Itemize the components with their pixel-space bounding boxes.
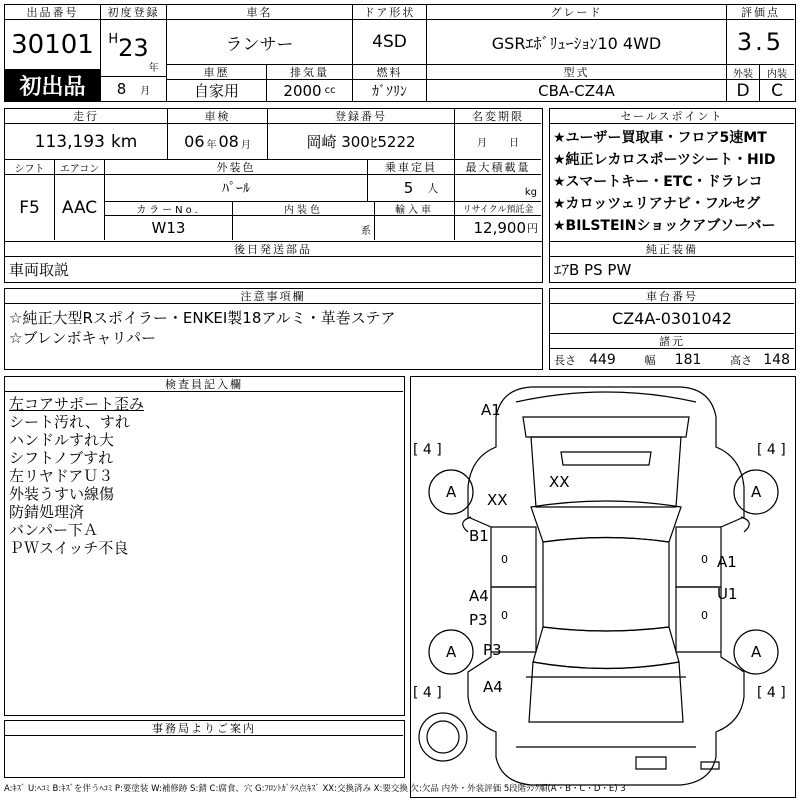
inspector-title: 検査員記入欄: [5, 377, 403, 392]
legend: A:ｷｽﾞ U:ﾍｺﾐ B:ｷｽﾞを伴うﾍｺﾐ P:要塗装 W:補修跡 S:錆 C:腐食、穴 G:ﾌﾛﾝﾄｶﾞﾗｽ点ｷｽﾞ XX:交換済み X:要交換 欠:欠品 内外・外装評価 5段階ﾗﾝｸ順(A・B・C・D・E) 3: [4, 784, 626, 794]
office-box: [4, 720, 405, 778]
length-value: 449: [589, 352, 616, 368]
reg-month-cell: [101, 77, 167, 101]
spare-tire-outer: [419, 713, 467, 761]
label-rear: A4: [483, 678, 503, 696]
ac-label: エアコン: [55, 160, 105, 175]
fuel-value: ｶﾞｿﾘﾝ: [353, 80, 427, 101]
inspector-item: シフトノブすれ: [9, 449, 114, 467]
length-group: [554, 349, 616, 368]
roof: [543, 538, 669, 632]
width-label: 幅: [644, 354, 656, 367]
label-tread-fr: [ 4 ]: [757, 442, 786, 458]
sales-item: ★スマートキー・ETC・ドラレコ: [553, 174, 763, 190]
right-mirror: [741, 517, 749, 532]
label-left-quarter: P3: [483, 641, 502, 659]
model-label: 型式: [427, 65, 727, 80]
displacement-label: 排気量: [267, 65, 353, 80]
reg-year-unit: 年: [148, 63, 159, 74]
color-no-value: W13: [105, 216, 233, 240]
detail-box: [4, 108, 543, 242]
label-tire-fl: A: [446, 483, 457, 501]
exhaust: [701, 762, 719, 769]
reg-era: H: [108, 32, 119, 47]
reg-label: 初度登録: [101, 5, 167, 20]
recycle-value: 12,900: [473, 219, 526, 237]
label-tread-fl: [ 4 ]: [413, 442, 442, 458]
km-unit: km: [110, 131, 138, 152]
inspector-item: 左リヤドアＵ３: [9, 467, 114, 485]
label-tire-fr: A: [751, 483, 762, 501]
inspection-cell: [168, 124, 268, 160]
inspector-item: ＰＷスイッチ不良: [9, 539, 129, 557]
score-label: 評価点: [727, 5, 794, 20]
right-rear-door: [676, 587, 721, 652]
label-left-rear-door2: P3: [469, 611, 488, 629]
fuel-label: 燃料: [353, 65, 427, 80]
plate-value: 岡崎 300ﾋ5222: [268, 124, 455, 160]
right-front-door: [676, 527, 721, 587]
reg-month-unit: 月: [140, 85, 151, 97]
reg-year: 23: [118, 34, 149, 62]
cc-unit: cc: [324, 85, 336, 96]
car-diagram-box: [410, 376, 796, 798]
lot-label: 出品番号: [5, 5, 101, 20]
chassis-box: [549, 288, 796, 370]
equipment-text: [550, 259, 794, 281]
notes-title: 注意事項欄: [5, 289, 541, 304]
mileage-cell: [5, 124, 168, 160]
height-value: 148: [763, 352, 790, 368]
displacement-value: 2000: [283, 81, 322, 100]
equipment-item: ｴｱB PS PW: [554, 261, 632, 279]
label-zero-3: 0: [501, 609, 508, 622]
load-unit: kg: [524, 187, 537, 198]
label-front: A1: [481, 401, 501, 419]
recycle-label: リサイクル預託金: [455, 202, 541, 216]
header-box: [4, 4, 796, 102]
model-value: CBA-CZ4A: [427, 80, 727, 101]
yen-unit: 円: [527, 222, 538, 235]
rear-plate: [636, 757, 666, 769]
mileage-label: 走行: [5, 109, 168, 124]
first-listing-text: 初出品: [19, 75, 86, 100]
grade-value: GSRｴﾎﾞﾘｭｰｼｮﾝ10 4WD: [427, 20, 727, 65]
insp-month: 08: [218, 132, 239, 151]
label-right-rear-door: U1: [717, 585, 738, 603]
width-value: 181: [674, 352, 702, 368]
reg-year-cell: [101, 20, 167, 77]
int-score: C: [771, 80, 783, 101]
chassis-title: 車台番号: [550, 289, 794, 304]
reg-month: 8: [116, 80, 127, 98]
spare-tire-inner: [427, 721, 459, 753]
chassis-value: CZ4A-0301042: [550, 304, 794, 334]
hood: [531, 437, 681, 507]
label-tire-rl: A: [446, 643, 457, 661]
color-value: ﾊﾟｰﾙ: [105, 175, 368, 202]
rear-window: [533, 627, 679, 669]
car-diagram: [411, 377, 794, 796]
inspector-item: シート汚れ、すれ: [9, 413, 130, 431]
label-hood-left: XX: [487, 491, 508, 509]
insp-year-unit: 年: [206, 140, 217, 151]
history-label: 車歴: [167, 65, 267, 80]
label-tire-rr: A: [751, 643, 762, 661]
insp-year: 06: [184, 132, 205, 151]
shift-label: シフト: [5, 160, 55, 175]
left-front-door: [491, 527, 536, 587]
sales-item: ★BILSTEINショックアブソーバー: [553, 218, 776, 234]
nc-day: 日: [509, 138, 519, 149]
mileage-value: 113,193: [34, 131, 105, 152]
notes-item: ☆純正大型Rスポイラー・ENKEI製18アルミ・革巻ステア: [9, 309, 396, 327]
sales-item: ★カロッツェリアナビ・フルセグ: [553, 196, 761, 212]
dims-row: [550, 349, 794, 368]
notes-item: ☆ブレンボキャリパー: [9, 329, 157, 347]
later-parts-title: 後日発送部品: [5, 242, 541, 257]
later-parts-item: 車両取説: [9, 261, 70, 279]
sales-item: ★ユーザー買取車・フロア5速MT: [553, 130, 767, 146]
score-value: 3.5: [727, 20, 794, 65]
seats-value: 5: [403, 179, 414, 197]
ext-score: D: [727, 80, 760, 101]
label-tread-rr: [ 4 ]: [757, 685, 786, 701]
office-title: 事務局よりご案内: [5, 721, 403, 736]
equipment-box: [549, 241, 796, 283]
label-roof: XX: [549, 473, 570, 491]
history-value: 自家用: [167, 80, 267, 101]
plate-label: 登録番号: [268, 109, 455, 124]
seats-unit: 人: [427, 182, 439, 195]
ac-value: AAC: [55, 175, 105, 240]
ext-label: 外装: [727, 65, 760, 80]
inspector-item: ハンドルすれ大: [9, 431, 115, 449]
sales-list: [550, 125, 794, 239]
inspector-box: [4, 376, 405, 716]
inspector-item: 左コアサポート歪み: [9, 395, 145, 413]
label-left-rear-door: A4: [469, 587, 489, 605]
label-zero-4: 0: [701, 609, 708, 622]
load-label: 最大積載量: [455, 160, 541, 175]
seats-cell: [368, 175, 455, 202]
front-bumper: [516, 392, 696, 402]
trunk: [529, 662, 683, 722]
equipment-title: 純正装備: [550, 242, 794, 257]
height-label: 高さ: [730, 354, 753, 367]
int-color-unit: 系: [361, 226, 371, 237]
label-zero-1: 0: [501, 553, 508, 566]
door-type: 4SD: [353, 20, 427, 65]
door-label: ドア形状: [353, 5, 427, 20]
notes-list: [5, 308, 541, 348]
name-change-cell: [455, 124, 541, 160]
insp-month-unit: 月: [240, 140, 251, 151]
label-tread-rl: [ 4 ]: [413, 685, 442, 701]
first-listing-badge: [5, 70, 101, 101]
color-label: 外装色: [105, 160, 368, 175]
inspector-list: [5, 395, 403, 557]
hood-vent: [561, 452, 651, 465]
car-outline: [468, 387, 744, 785]
dims-title: 諸元: [550, 334, 794, 349]
length-label: 長さ: [554, 354, 576, 367]
grade-label: グレード: [427, 5, 727, 20]
height-group: [730, 349, 790, 368]
front-grille: [523, 417, 689, 437]
int-color-label: 内装色: [233, 202, 375, 216]
sales-box: [549, 108, 796, 242]
name-change-label: 名変期限: [455, 109, 541, 124]
later-parts-box: [4, 241, 543, 283]
seats-label: 乗車定員: [368, 160, 455, 175]
import-value: [375, 216, 455, 240]
color-no-label: カラーNo.: [105, 202, 233, 216]
label-zero-2: 0: [701, 553, 708, 566]
label-right-front-door: A1: [717, 553, 737, 571]
int-label: 内装: [760, 65, 794, 80]
sales-item: ★純正レカロスポーツシート・HID: [553, 152, 776, 168]
nc-month: 月: [477, 138, 487, 149]
recycle-cell: [455, 216, 541, 240]
sales-title: セールスポイント: [550, 109, 794, 124]
shift-value: F5: [5, 175, 55, 240]
inspector-item: 防錆処理済: [9, 503, 85, 521]
load-cell: [455, 175, 541, 202]
name-label: 車名: [167, 5, 353, 20]
width-group: [645, 349, 702, 368]
lot-number: 30101: [5, 20, 101, 70]
inspector-item: 外装うすい線傷: [9, 485, 115, 503]
inspection-label: 車検: [168, 109, 268, 124]
import-label: 輸入車: [375, 202, 455, 216]
displacement-cell: [267, 80, 353, 101]
label-left-front-door: B1: [469, 527, 489, 545]
int-color-cell: [233, 216, 375, 240]
notes-box: [4, 288, 543, 370]
later-parts-text: [5, 259, 541, 281]
car-name: ランサー: [167, 20, 353, 65]
inspector-item: バンパー下Ａ: [9, 521, 98, 539]
